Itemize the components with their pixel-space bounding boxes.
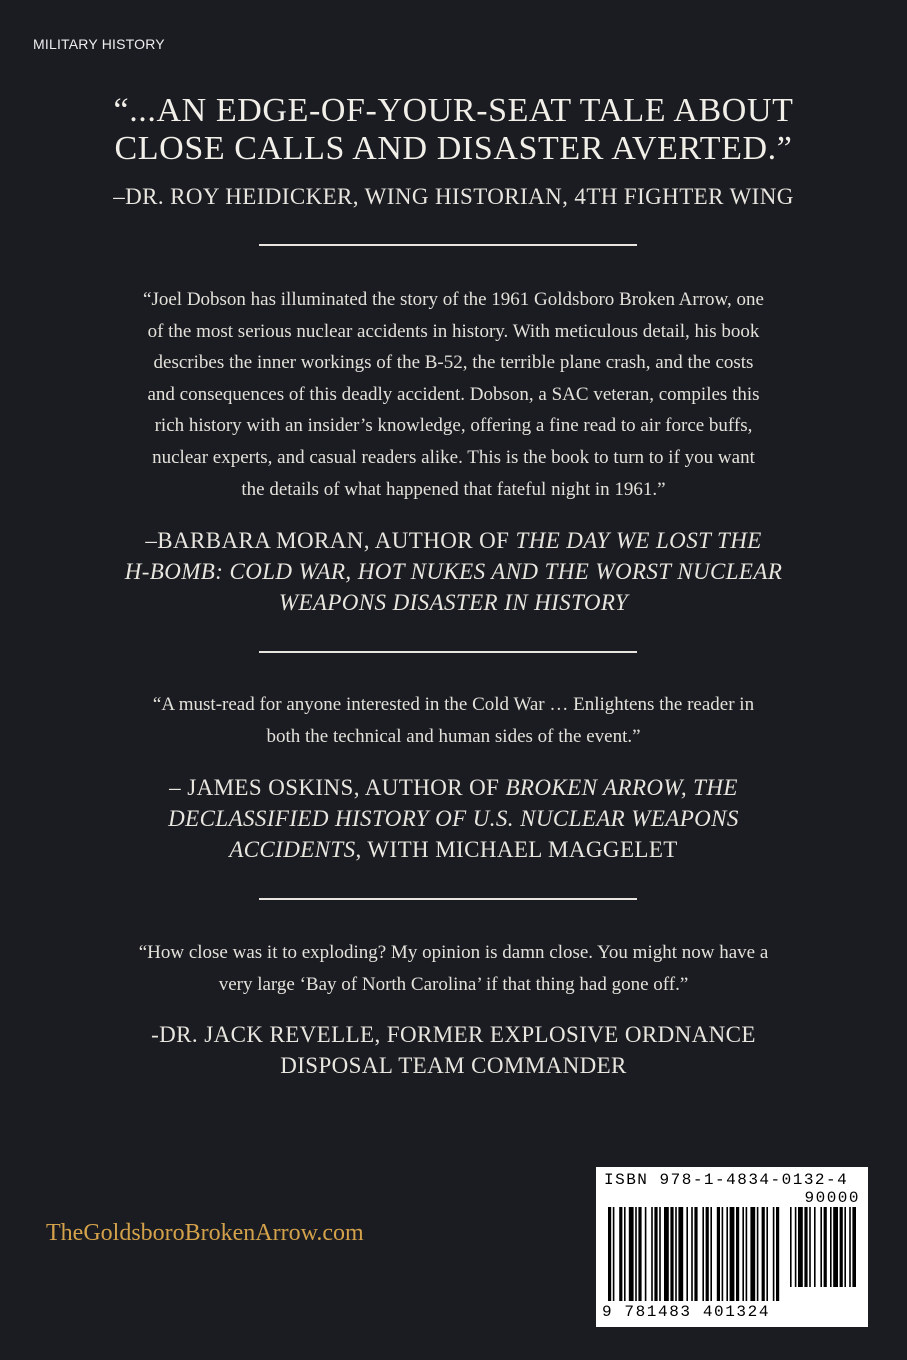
isbn-barcode — [596, 1167, 868, 1327]
divider — [259, 244, 637, 246]
category-label: MILITARY HISTORY — [33, 36, 165, 52]
quote-line: “Joel Dobson has illuminated the story of the 1961 Goldsboro Broken Arrow, one — [143, 289, 764, 310]
website-link[interactable]: TheGoldsboroBrokenArrow.com — [46, 1220, 364, 1246]
review-quote-2 — [74, 689, 833, 752]
divider — [259, 898, 637, 900]
attribution-line: -DR. JACK REVELLE, FORMER EXPLOSIVE ORDNANCE — [151, 1022, 756, 1047]
barcode-bars-icon — [608, 1207, 856, 1301]
review-quote-3 — [74, 937, 833, 1000]
attribution-prefix: – JAMES OSKINS, AUTHOR OF — [169, 775, 506, 800]
book-title: THE DAY WE LOST THE — [515, 528, 762, 553]
review-attribution-1 — [60, 525, 847, 618]
price-code: 90000 — [804, 1189, 860, 1207]
quote-line: and consequences of this deadly accident. Dobson, a SAC veteran, compiles this — [147, 383, 760, 405]
ean-digits: 9 781483 401324 — [602, 1303, 771, 1321]
quote-line: both the technical and human sides of the event.” — [266, 725, 641, 747]
quote-line: nuclear experts, and casual readers alike. This is the book to turn to if you want — [152, 446, 755, 468]
book-title: BROKEN ARROW, THE — [505, 775, 738, 800]
divider — [259, 651, 637, 653]
headline-quote — [0, 92, 907, 168]
attribution-suffix: , WITH MICHAEL MAGGELET — [355, 837, 678, 862]
headline-line-1: “...AN EDGE-OF-YOUR-SEAT TALE ABOUT — [113, 92, 794, 129]
quote-line: rich history with an insider’s knowledge, offering a fine read to air force buffs, — [154, 415, 753, 437]
attribution-line: DISPOSAL TEAM COMMANDER — [280, 1053, 627, 1078]
review-attribution-3 — [60, 1019, 847, 1081]
quote-line: “How close was it to exploding? My opinion is damn close. You might now have a — [138, 942, 769, 963]
book-title: ACCIDENTS — [229, 837, 356, 862]
headline-attribution: –DR. ROY HEIDICKER, WING HISTORIAN, 4TH FIGHTER WING — [113, 184, 794, 209]
quote-line: “A must-read for anyone interested in the Cold War … Enlightens the reader in — [152, 694, 755, 715]
headline-line-2: CLOSE CALLS AND DISASTER AVERTED.” — [114, 130, 793, 167]
review-quote-1 — [74, 284, 833, 505]
quote-line: the details of what happened that fateful night in 1961.” — [241, 478, 666, 500]
book-title: H-BOMB: COLD WAR, HOT NUKES AND THE WORST NUCLEAR — [124, 559, 783, 584]
isbn-number: ISBN 978-1-4834-0132-4 — [604, 1171, 849, 1189]
attribution-prefix: –BARBARA MORAN, AUTHOR OF — [145, 528, 516, 553]
quote-line: of the most serious nuclear accidents in history. With meticulous detail, his book — [147, 320, 760, 342]
book-title: WEAPONS DISASTER IN HISTORY — [278, 590, 629, 615]
quote-line: very large ‘Bay of North Carolina’ if that thing had gone off.” — [218, 973, 689, 995]
book-title: DECLASSIFIED HISTORY OF U.S. NUCLEAR WEAPONS — [168, 806, 739, 831]
quote-line: describes the inner workings of the B-52, the terrible plane crash, and the costs — [153, 352, 754, 374]
review-attribution-2 — [60, 772, 847, 865]
